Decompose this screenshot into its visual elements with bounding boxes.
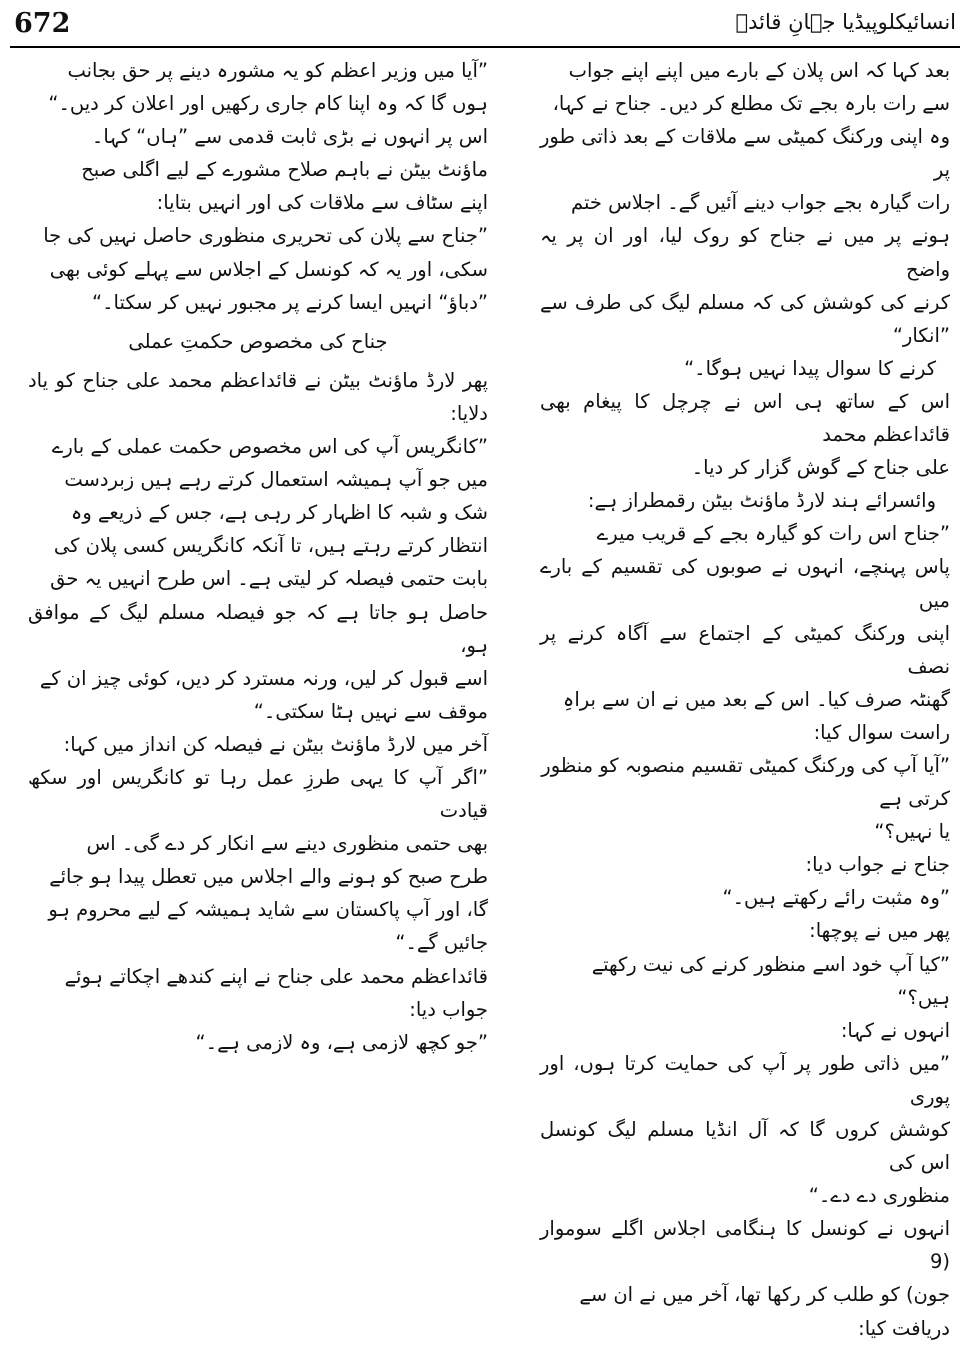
text-line: اپنے سٹاف سے ملاقات کی اور انہیں بتایا: [156, 191, 488, 215]
text-line: جون) کو طلب کر رکھا تھا، آخر میں نے ان سے [579, 1283, 950, 1307]
text-line: ”جناح سے پلان کی تحریری منظوری حاصل نہیں کی جا [43, 224, 488, 248]
text-line: ”جناح اس رات کو گیارہ بجے کے قریب میرے [596, 522, 950, 546]
text-line: جائیں گے۔“ [395, 931, 488, 955]
text-line: کرنے کا سوال پیدا نہیں ہوگا۔“ [684, 356, 936, 380]
text-line: اس کے ساتھ ہی اس نے چرچل کا پیغام بھی قائداعظم محمد [540, 389, 950, 447]
text-line: ”کانگریس آپ کی اس مخصوص حکمت عملی کے بارے [51, 435, 488, 459]
text-line: سکی، اور یہ کہ کونسل کے اجلاس سے پہلے کوئی بھی [49, 257, 488, 281]
text-line: بعد کہا کہ اس پلان کے بارے میں اپنے اپنے جواب [568, 59, 950, 82]
text-line: میں جو آپ ہمیشہ استعمال کرتے رہے ہیں زبردست [64, 468, 488, 492]
text-line: ہونے پر میں نے جناح کو روک لیا، اور ان پر یہ واضح [540, 224, 950, 281]
text-line: ”اگر آپ کا یہی طرزِ عمل رہا تو کانگریس اور سکھ قیادت [28, 765, 488, 823]
text-line: شک و شبہ کا اظہار کر رہی ہے، جس کے ذریعے وہ [70, 501, 488, 525]
text-line: ہوں گا کہ وہ اپنا کام جاری رکھیں اور اعلان کر دیں۔“ [48, 92, 488, 116]
text-line: منظوری دے دے۔“ [808, 1184, 950, 1208]
text-line: جناح نے جواب دیا: [805, 853, 950, 877]
text-line: کرنے کی کوشش کی کہ مسلم لیگ کی طرف سے ”انکار“ [540, 290, 950, 347]
text-line: ”جو کچھ لازمی ہے، وہ لازمی ہے۔“ [195, 1030, 488, 1054]
header-rule [10, 46, 960, 48]
text-line: بابت حتمی فیصلہ کر لیتی ہے۔ اس طرح انہیں یہ حق [50, 567, 488, 591]
text-line: پھر میں نے پوچھا: [809, 919, 950, 943]
text-line: راست سوال کیا: [813, 720, 950, 744]
text-line: ماؤنٹ بیٹن نے باہم صلاح مشورے کے لیے اگلی صبح [81, 158, 488, 182]
text-line: جواب دیا: [409, 997, 488, 1021]
text-line: اپنی ورکنگ کمیٹی کے اجتماع سے آگاہ کرنے پر نصف [540, 621, 950, 678]
book-title: انسائیکلوپیڈیا جہانِ قائدؒ [735, 10, 956, 34]
text-line: موقف سے نہیں ہٹا سکتی۔“ [253, 699, 488, 723]
text-line: ”آیا آپ کی ورکنگ کمیٹی تقسیم منصوبہ کو منظور کرتی ہے [541, 753, 950, 811]
left-column [28, 54, 488, 1059]
text-line: قائداعظم محمد علی جناح نے اپنے کندھے اچکاتے ہوئے [64, 964, 488, 988]
text-line: انہوں نے کونسل کا ہنگامی اجلاس اگلے سوموار (9 [540, 1217, 950, 1274]
text-line: کوشش کروں گا کہ آل انڈیا مسلم لیگ کونسل اس کی [540, 1118, 950, 1175]
section-subheading: جناح کی مخصوص حکمتِ عملی [128, 329, 388, 353]
text-line: گھنٹہ صرف کیا۔ اس کے بعد میں نے ان سے براہِ [562, 687, 950, 711]
text-line: رات گیارہ بجے جواب دینے آئیں گے۔ اجلاس ختم [570, 191, 950, 215]
text-line: پھر لارڈ ماؤنٹ بیٹن نے قائداعظم محمد علی جناح کو یاد دلایا: [28, 368, 488, 425]
text-line: آخر میں لارڈ ماؤنٹ بیٹن نے فیصلہ کن انداز میں کہا: [63, 732, 488, 756]
text-line: اسے قبول کر لیں، ورنہ مسترد کر دیں، کوئی چیز ان کے [39, 666, 488, 690]
text-line: ”آیا میں وزیر اعظم کو یہ مشورہ دینے پر حق بجانب [67, 59, 488, 82]
page-header [0, 0, 968, 46]
text-line: ”دباؤ“ انہیں ایسا کرنے پر مجبور نہیں کر سکتا۔“ [91, 290, 488, 314]
page-number: 672 [14, 8, 71, 39]
text-line: بھی حتمی منظوری دینے سے انکار کر دے گی۔ اس [86, 832, 488, 856]
text-line: وہ اپنی ورکنگ کمیٹی سے ملاقات کے بعد ذاتی طور پر [540, 125, 950, 182]
text-line: وائسرائے ہند لارڈ ماؤنٹ بیٹن رقمطراز ہے: [587, 489, 936, 513]
text-line: حاصل ہو جاتا ہے کہ جو فیصلہ مسلم لیگ کے موافق ہو، [28, 600, 488, 657]
text-line: علی جناح کے گوش گزار کر دیا۔ [691, 456, 950, 480]
text-line: گا، اور آپ پاکستان سے شاید ہمیشہ کے لیے محروم ہو [48, 898, 488, 922]
text-line: ”کیا آپ خود اسے منظور کرنے کی نیت رکھتے ہیں؟“ [591, 952, 950, 1009]
text-line: انہوں نے کہا: [840, 1018, 950, 1042]
text-line: یا نہیں؟“ [874, 820, 950, 844]
text-line: انتظار کرتے رہتے ہیں، تا آنکہ کانگریس کسی پلان کی [53, 534, 488, 558]
text-line: سے رات بارہ بجے تک مطلع کر دیں۔ جناح نے کہا، [552, 92, 950, 116]
text-line: دریافت کیا: [858, 1316, 950, 1340]
right-column [540, 54, 950, 1345]
text-line: اس پر انہوں نے بڑی ثابت قدمی سے ”ہاں“ کہا۔ [91, 125, 488, 149]
text-line: پاس پہنچے، انہوں نے صوبوں کی تقسیم کے بارے میں [540, 555, 950, 612]
text-line: طرح صبح کو ہونے والے اجلاس میں تعطل پیدا ہو جائے [49, 865, 488, 889]
text-line: ”وہ مثبت رائے رکھتے ہیں۔“ [722, 886, 950, 910]
text-line: ”میں ذاتی طور پر آپ کی حمایت کرتا ہوں، اور پوری [540, 1051, 950, 1108]
